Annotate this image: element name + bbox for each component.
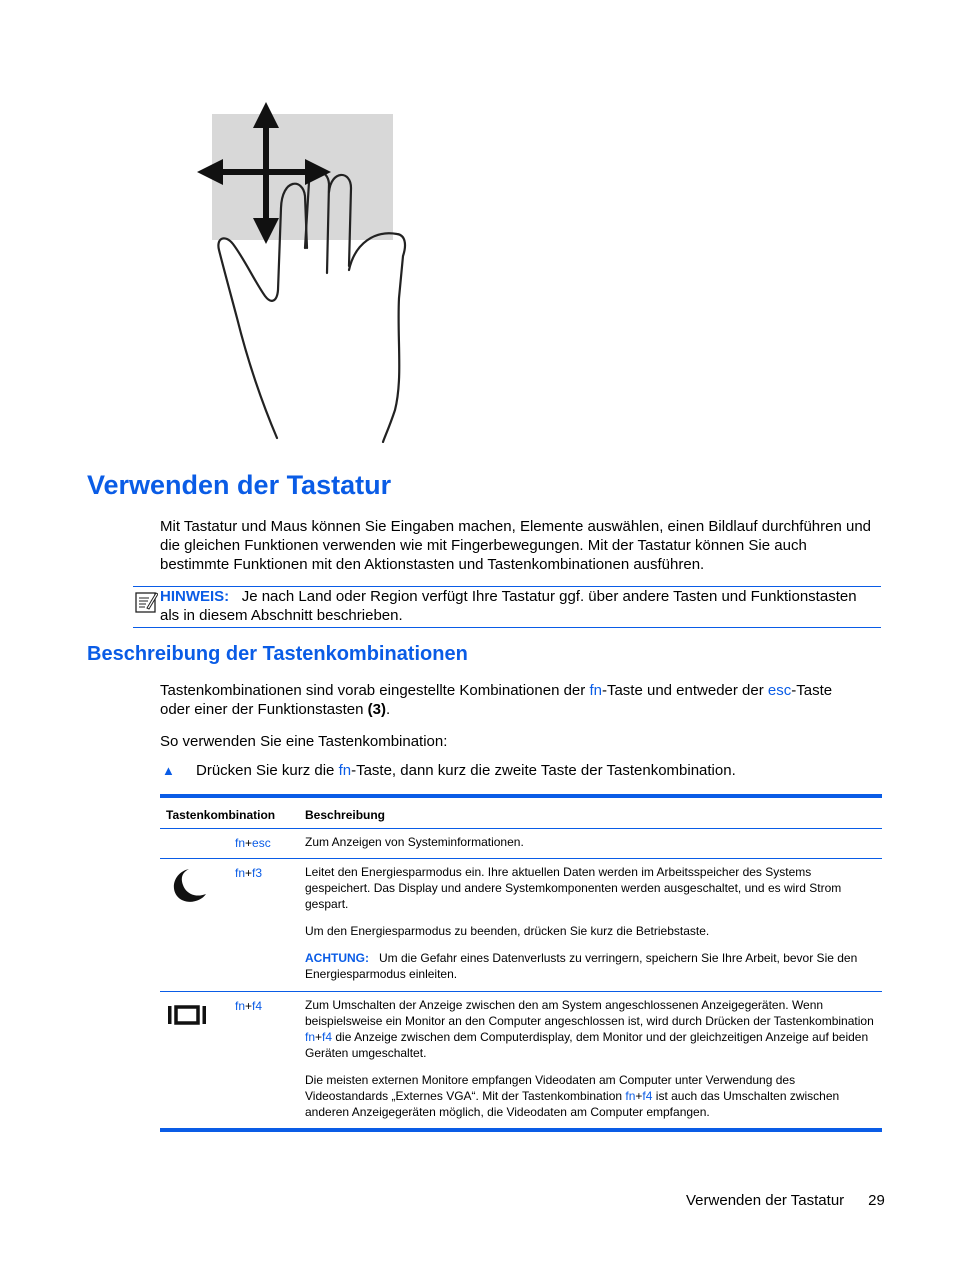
note-body: Je nach Land oder Region verfügt Ihre Tastatur ggf. über andere Tasten und Funktionstasten als in diesem Abschnitt beschrieben. xyxy=(160,588,857,624)
shortcuts-text-3: -Taste oder einer der Funktionstasten xyxy=(160,682,833,718)
step-text-1: Drücken Sie kurz die xyxy=(196,762,339,779)
description-part: die Anzeige zwischen dem Computerdisplay, dem Monitor und der gleichzeitigen Anzeige auf beiden Geräten umgeschaltet. xyxy=(305,1030,869,1060)
f4-key-ref: f4 xyxy=(642,1089,653,1103)
step-text xyxy=(196,761,736,780)
row-description xyxy=(305,864,877,993)
key-combination xyxy=(235,998,262,1014)
fn-key-ref: fn xyxy=(338,762,352,779)
f4-key: f4 xyxy=(252,999,263,1013)
column-header-combination: Tastenkombination xyxy=(166,808,276,822)
fn-key-ref: fn xyxy=(305,1030,316,1044)
plus-sign: + xyxy=(245,999,253,1013)
note-text xyxy=(160,587,860,625)
table-row xyxy=(160,992,882,1128)
description-text: Um den Energiesparmodus zu beenden, drücken Sie kurz die Betriebstaste. xyxy=(305,924,710,938)
sleep-moon-icon xyxy=(168,867,208,905)
fn-key: fn xyxy=(235,836,246,850)
description-text xyxy=(305,997,877,1061)
page-footer xyxy=(686,1192,885,1209)
section-heading: Beschreibung der Tastenkombinationen xyxy=(87,643,468,665)
plus-sign: + xyxy=(245,836,253,850)
esc-key: esc xyxy=(252,836,271,850)
table-row xyxy=(160,859,882,992)
description-text: Leitet den Energiesparmodus ein. Ihre aktuellen Daten werden im Arbeitsspeicher des Systems gespeichert. Das Display und andere Systemkomponenten werden ausgeschaltet, und es wird Strom gespart. xyxy=(305,865,842,911)
page-title: Verwenden der Tastatur xyxy=(87,470,392,500)
esc-key-ref: esc xyxy=(767,682,792,699)
key-combination xyxy=(235,865,262,881)
plus-sign: + xyxy=(315,1030,323,1044)
f3-key: f3 xyxy=(252,866,263,880)
footer-section-title: Verwenden der Tastatur xyxy=(686,1192,845,1209)
intro-paragraph: Mit Tastatur und Maus können Sie Eingaben machen, Elemente auswählen, einen Bildlauf durchführen und die gleichen Funktionen verwenden wie mit Fingerbewegungen. Mit der Tastatur können Sie auch bestimmte Funktionen mit den Aktionstasten und Tastenkombinationen ausführen. xyxy=(160,518,872,573)
shortcut-table xyxy=(160,794,882,1132)
display-switch-icon xyxy=(168,1005,206,1025)
three-finger-swipe-gesture-icon xyxy=(185,98,425,443)
description-text: Zum Anzeigen von Systeminformationen. xyxy=(305,835,524,849)
note-icon xyxy=(134,590,158,614)
callout-number: (3) xyxy=(367,701,386,718)
key-combination xyxy=(235,835,271,851)
description-part: ist auch das Umschalten zwischen anderen Anzeigegeräten möglich, die Videodaten am Computer empfangen. xyxy=(305,1089,840,1119)
fn-key-ref: fn xyxy=(625,1089,636,1103)
step-text-2: -Taste, dann kurz die zweite Taste der Tastenkombination. xyxy=(351,762,736,779)
fn-key: fn xyxy=(235,866,246,880)
row-description xyxy=(305,997,877,1131)
f4-key-ref: f4 xyxy=(322,1030,333,1044)
shortcuts-paragraph xyxy=(160,681,860,719)
page-number: 29 xyxy=(868,1192,885,1209)
column-header-description: Beschreibung xyxy=(305,808,386,822)
table-header-row xyxy=(160,798,882,829)
howto-paragraph: So verwenden Sie eine Tastenkombination: xyxy=(160,733,448,750)
row-description xyxy=(305,834,877,861)
table-row xyxy=(160,829,882,859)
caution-label: ACHTUNG: xyxy=(305,951,369,965)
shortcuts-text-2: -Taste und entweder der xyxy=(601,682,768,699)
description-part: Zum Umschalten der Anzeige zwischen den am System angeschlossenen Anzeigegeräten. Wenn beispielsweise ein Monitor an den Computer angeschlossen ist, wird durch Drücken der Tastenkombination xyxy=(305,998,874,1028)
caution-text xyxy=(305,950,877,982)
shortcuts-text-1: Tastenkombinationen sind vorab eingestellte Kombinationen der xyxy=(160,682,590,699)
triangle-bullet-icon: ▲ xyxy=(162,763,175,778)
plus-sign: + xyxy=(635,1089,643,1103)
fn-key-ref: fn xyxy=(589,682,602,699)
plus-sign: + xyxy=(245,866,253,880)
fn-key: fn xyxy=(235,999,246,1013)
note-box xyxy=(133,586,881,628)
note-label: HINWEIS: xyxy=(160,588,230,605)
caution-body: Um die Gefahr eines Datenverlusts zu verringern, speichern Sie Ihre Arbeit, bevor Sie den Energiesparmodus einleiten. xyxy=(305,951,858,981)
shortcuts-text-4: . xyxy=(385,701,391,718)
description-text xyxy=(305,1072,877,1120)
description-part: Die meisten externen Monitore empfangen Videodaten am Computer unter Verwendung des Videostandards „Externes VGA“. Mit der Tastenkombination xyxy=(305,1073,796,1103)
